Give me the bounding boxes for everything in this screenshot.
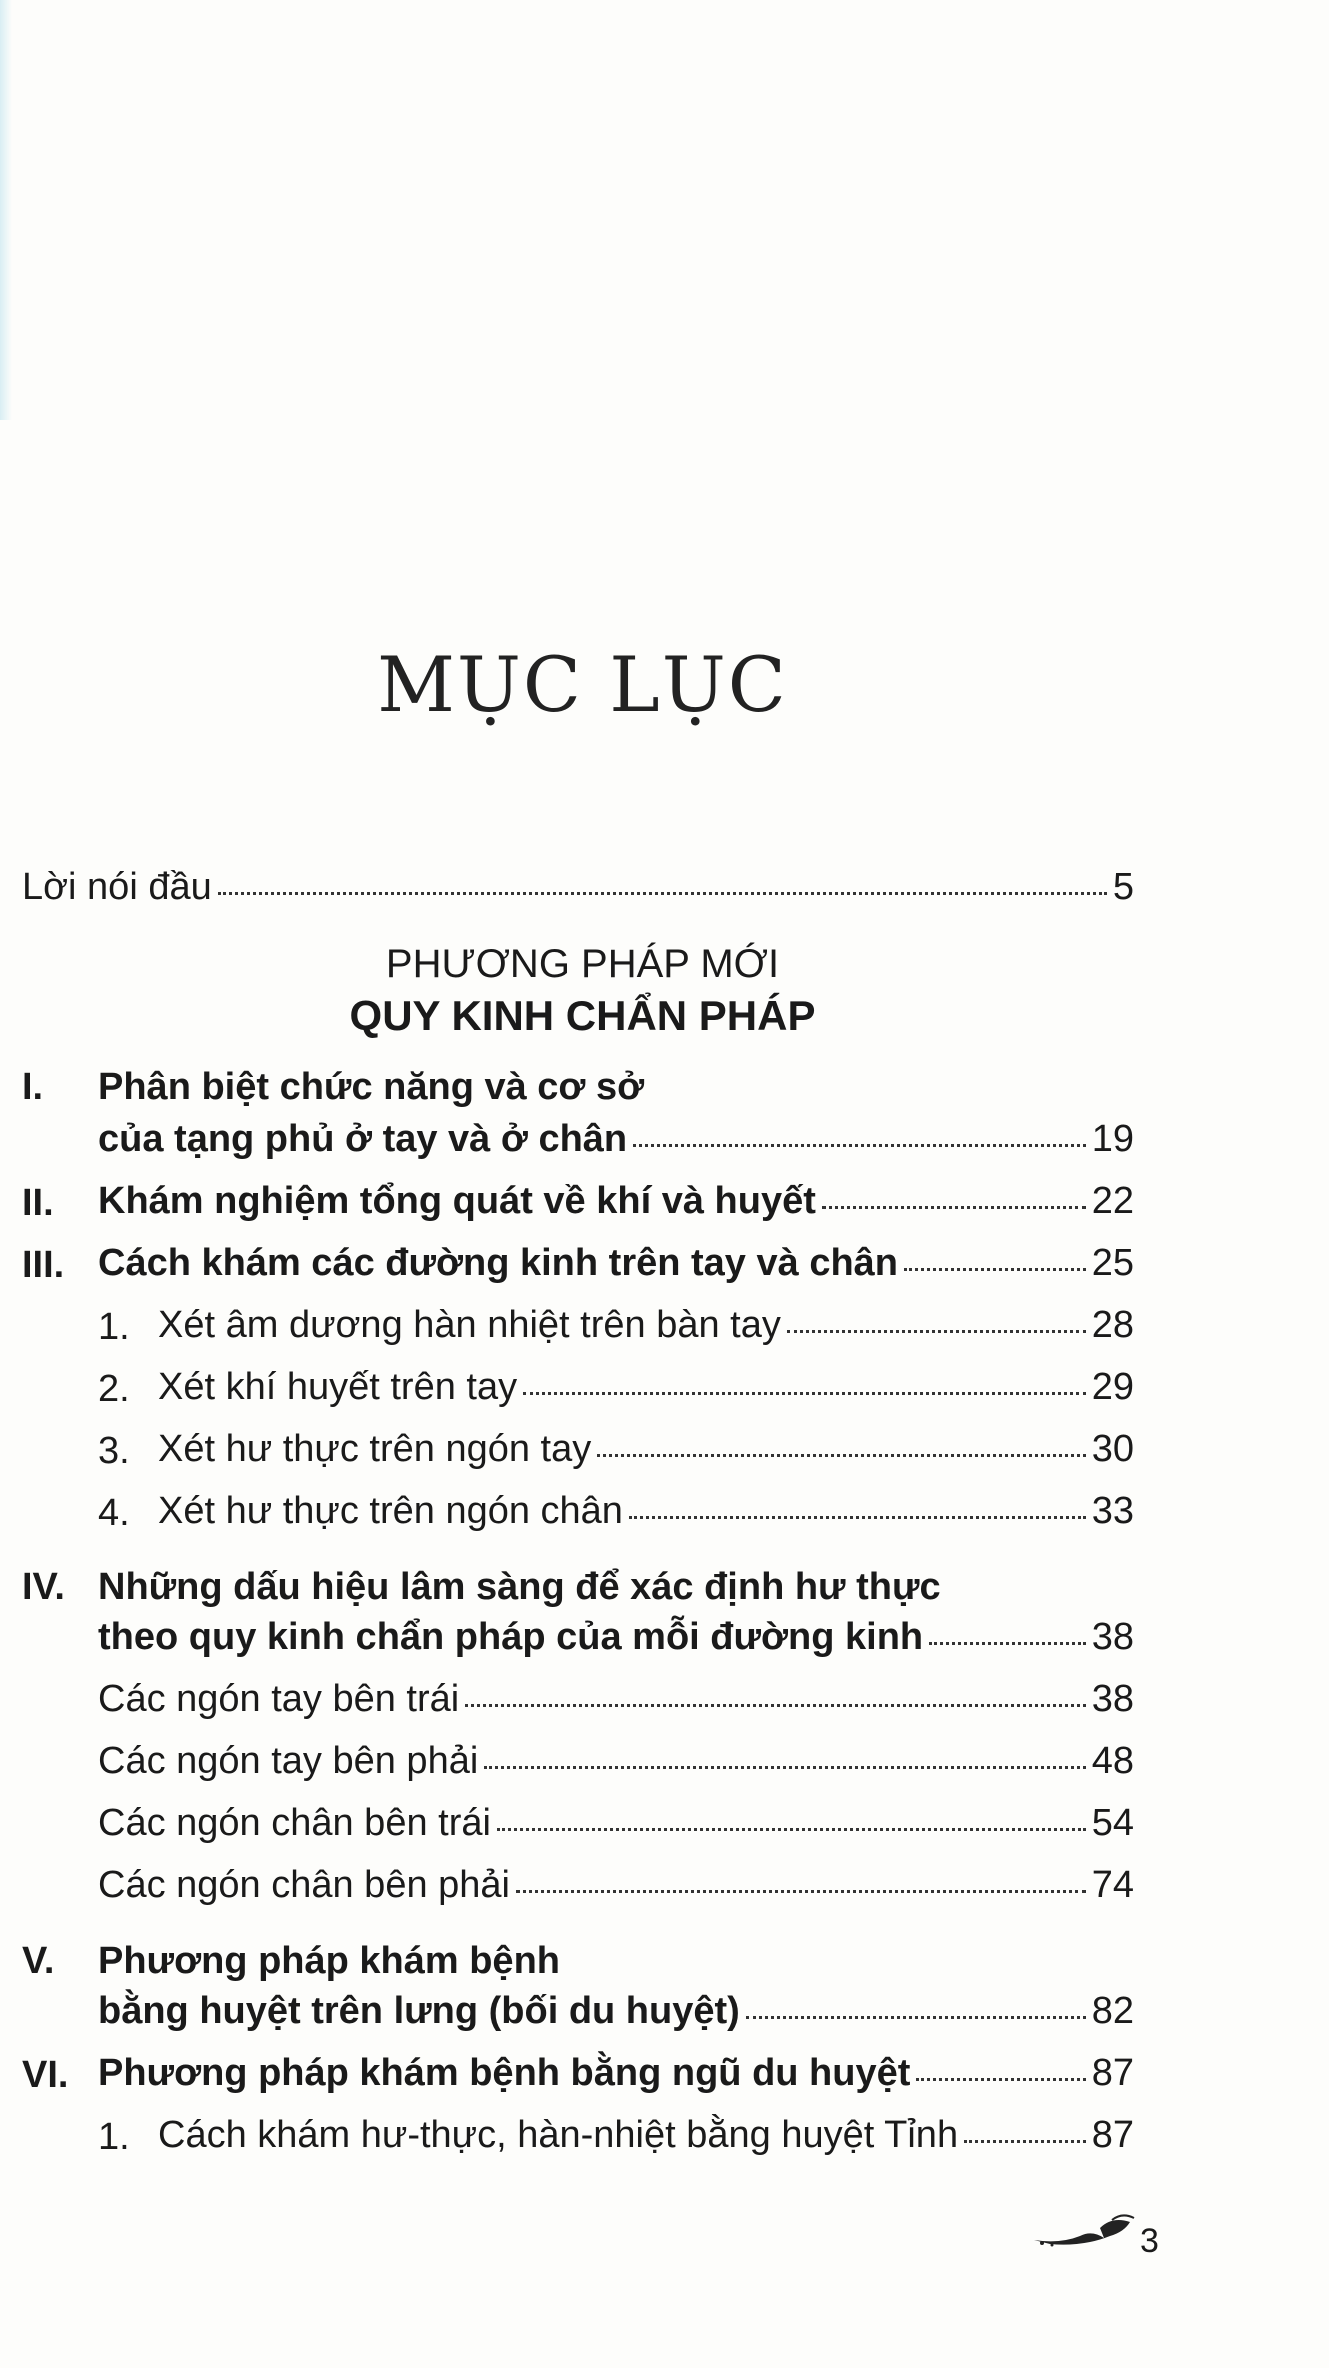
toc-entry-iii-3[interactable] bbox=[158, 1430, 1134, 1468]
toc-entry-label: Xét hư thực trên ngón chân bbox=[158, 1490, 623, 1532]
toc-entry-label: theo quy kinh chẩn pháp của mỗi đường kinh bbox=[98, 1616, 924, 1658]
toc-entry-label: Xét âm dương hàn nhiệt trên bàn tay bbox=[158, 1304, 781, 1346]
chapter-title-line1: Phương pháp khám bệnh bbox=[98, 1940, 560, 1982]
section-heading-line1: PHƯƠNG PHÁP MỚI bbox=[385, 942, 780, 986]
toc-page-number: 33 bbox=[1091, 1490, 1134, 1532]
chapter-number: I. bbox=[22, 1066, 44, 1108]
toc-entry-label: Xét hư thực trên ngón tay bbox=[158, 1428, 592, 1470]
toc-page-number: 48 bbox=[1091, 1740, 1134, 1782]
chapter-number: VI. bbox=[22, 2054, 69, 2096]
dot-leader bbox=[629, 1516, 1086, 1519]
dot-leader bbox=[904, 1268, 1086, 1271]
subitem-number: 2. bbox=[98, 1368, 130, 1410]
toc-page-number: 74 bbox=[1091, 1864, 1134, 1906]
toc-entry-vi-1[interactable] bbox=[158, 2116, 1134, 2154]
toc-page-number: 5 bbox=[1112, 866, 1134, 908]
section-heading-line2: QUY KINH CHẨN PHÁP bbox=[349, 992, 816, 1039]
toc-page-number: 28 bbox=[1091, 1304, 1134, 1346]
toc-entry-label: Các ngón chân bên phải bbox=[98, 1864, 510, 1906]
chapter-number: IV. bbox=[22, 1566, 65, 1608]
page-title: MỤC LỤC bbox=[377, 640, 788, 729]
toc-page-number: 30 bbox=[1091, 1428, 1134, 1470]
brush-ornament-icon bbox=[1030, 2210, 1140, 2250]
toc-page-number: 87 bbox=[1091, 2052, 1134, 2094]
chapter-number: V. bbox=[22, 1940, 55, 1982]
toc-entry-chapter-vi[interactable] bbox=[98, 2054, 1134, 2092]
toc-entry-iv-2[interactable] bbox=[98, 1742, 1134, 1780]
toc-page-number: 87 bbox=[1091, 2114, 1134, 2156]
toc-page-number: 54 bbox=[1091, 1802, 1134, 1844]
toc-entry-label: Lời nói đầu bbox=[22, 866, 212, 908]
page-number: 3 bbox=[1140, 2222, 1159, 2260]
dot-leader bbox=[633, 1144, 1086, 1147]
dot-leader bbox=[746, 2016, 1086, 2019]
toc-page-number: 22 bbox=[1091, 1180, 1134, 1222]
toc-entry-label: Xét khí huyết trên tay bbox=[158, 1366, 518, 1408]
toc-entry-label: của tạng phủ ở tay và ở chân bbox=[98, 1118, 628, 1160]
toc-entry-label: Cách khám các đường kinh trên tay và chân bbox=[98, 1242, 899, 1284]
toc-entry-label: Các ngón chân bên trái bbox=[98, 1802, 491, 1844]
chapter-title-line1: Phân biệt chức năng và cơ sở bbox=[98, 1066, 645, 1108]
toc-page-number: 29 bbox=[1091, 1366, 1134, 1408]
dot-leader bbox=[929, 1642, 1086, 1645]
toc-entry-label: Các ngón tay bên phải bbox=[98, 1740, 479, 1782]
chapter-title-line1: Những dấu hiệu lâm sàng để xác định hư thực bbox=[98, 1566, 941, 1608]
dot-leader bbox=[484, 1766, 1085, 1769]
subitem-number: 4. bbox=[98, 1492, 130, 1534]
toc-entry-chapter-ii[interactable] bbox=[98, 1182, 1134, 1220]
toc-entry-iv-1[interactable] bbox=[98, 1680, 1134, 1718]
dot-leader bbox=[523, 1392, 1086, 1395]
toc-entry-label: Phương pháp khám bệnh bằng ngũ du huyệt bbox=[98, 2052, 911, 2094]
toc-entry-preface[interactable] bbox=[22, 868, 1134, 906]
dot-leader bbox=[218, 892, 1107, 895]
toc-entry-iv-3[interactable] bbox=[98, 1804, 1134, 1842]
toc-page-number: 82 bbox=[1091, 1990, 1134, 2032]
dot-leader bbox=[964, 2140, 1086, 2143]
dot-leader bbox=[497, 1828, 1086, 1831]
chapter-number: II. bbox=[22, 1182, 54, 1224]
dot-leader bbox=[916, 2078, 1085, 2081]
dot-leader bbox=[597, 1454, 1085, 1457]
toc-page-number: 19 bbox=[1091, 1118, 1134, 1160]
toc-entry-chapter-iii[interactable] bbox=[98, 1244, 1134, 1282]
toc-entry-label: Khám nghiệm tổng quát về khí và huyết bbox=[98, 1180, 816, 1222]
toc-page-number: 25 bbox=[1091, 1242, 1134, 1284]
subitem-number: 1. bbox=[98, 1306, 130, 1348]
subitem-number: 3. bbox=[98, 1430, 130, 1472]
toc-entry-chapter-i[interactable] bbox=[98, 1120, 1134, 1158]
toc-entry-label: bằng huyệt trên lưng (bối du huyệt) bbox=[98, 1990, 740, 2032]
toc-page-number: 38 bbox=[1091, 1678, 1134, 1720]
toc-entry-iv-4[interactable] bbox=[98, 1866, 1134, 1904]
subitem-number: 1. bbox=[98, 2116, 130, 2158]
toc-entry-chapter-v[interactable] bbox=[98, 1992, 1134, 2030]
dot-leader bbox=[465, 1704, 1085, 1707]
toc-entry-iii-1[interactable] bbox=[158, 1306, 1134, 1344]
toc-entry-label: Cách khám hư-thực, hàn-nhiệt bằng huyệt Tỉnh bbox=[158, 2114, 959, 2156]
toc-entry-iii-2[interactable] bbox=[158, 1368, 1134, 1406]
toc-entry-iii-4[interactable] bbox=[158, 1492, 1134, 1530]
dot-leader bbox=[516, 1890, 1086, 1893]
dot-leader bbox=[822, 1206, 1086, 1209]
toc-page-number: 38 bbox=[1091, 1616, 1134, 1658]
toc-entry-label: Các ngón tay bên trái bbox=[98, 1678, 460, 1720]
chapter-number: III. bbox=[22, 1244, 65, 1286]
dot-leader bbox=[787, 1330, 1086, 1333]
toc-entry-chapter-iv[interactable] bbox=[98, 1618, 1134, 1656]
